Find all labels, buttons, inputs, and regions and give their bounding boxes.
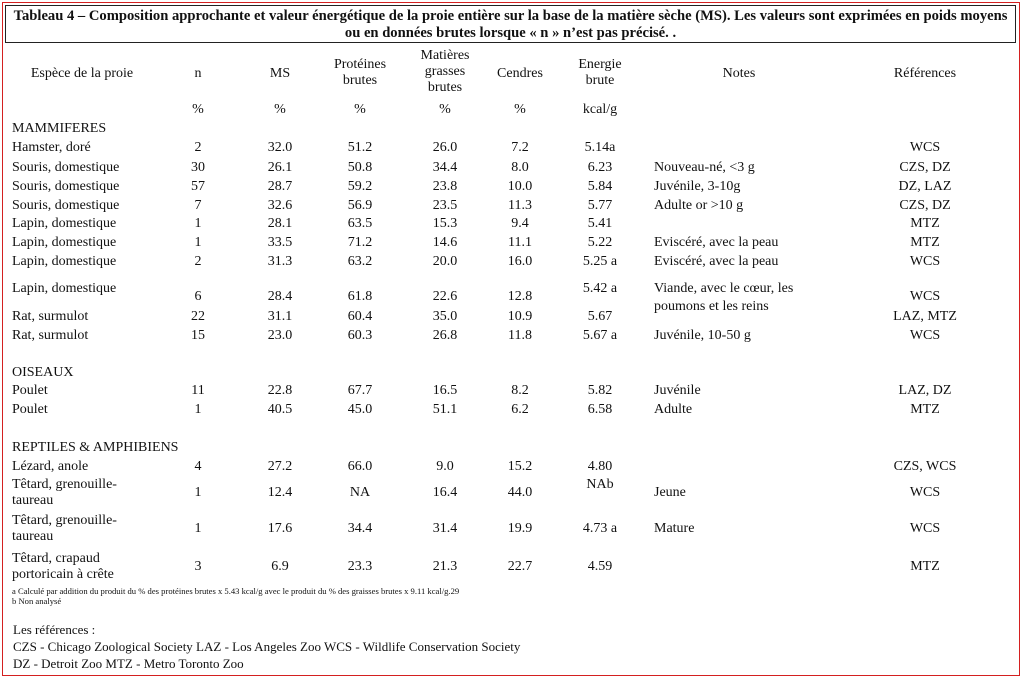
cell-species: Lapin, domestique (12, 235, 117, 250)
cell-ash: 16.0 (507, 254, 533, 269)
cell-fats: 31.4 (432, 521, 458, 536)
unit-n: % (192, 102, 204, 117)
unit-ms: % (274, 102, 286, 117)
cell-ash: 10.9 (507, 309, 533, 324)
cell-species: Souris, domestique (12, 198, 120, 213)
cell-species: Lapin, domestique (12, 281, 117, 296)
cell-n: 1 (194, 216, 202, 231)
header-fats: grasses (424, 64, 466, 79)
cell-n: 3 (194, 559, 202, 574)
cell-fats: 14.6 (432, 235, 458, 250)
cell-energy: 5.42 a (582, 281, 618, 296)
cell-species: Lapin, domestique (12, 254, 117, 269)
cell-references: MTZ (910, 216, 940, 231)
cell-notes: Juvénile (654, 383, 701, 398)
cell-n: 7 (194, 198, 202, 213)
unit-proteins: % (354, 102, 366, 117)
cell-proteins: 61.8 (347, 289, 373, 304)
cell-ms: 33.5 (267, 235, 293, 250)
cell-fats: 51.1 (432, 402, 458, 417)
cell-references: LAZ, DZ (898, 383, 952, 398)
cell-notes: Eviscéré, avec la peau (654, 235, 779, 250)
cell-proteins: 50.8 (347, 160, 373, 175)
cell-fats: 23.8 (432, 179, 458, 194)
section-title: OISEAUX (12, 365, 74, 380)
cell-proteins: 56.9 (347, 198, 373, 213)
header-energy: brute (585, 73, 615, 88)
cell-ms: 22.8 (267, 383, 293, 398)
cell-fats: 26.0 (432, 140, 458, 155)
cell-ash: 12.8 (507, 289, 533, 304)
cell-n: 1 (194, 402, 202, 417)
cell-energy: 5.67 a (582, 328, 618, 343)
cell-ash: 8.0 (511, 160, 529, 175)
cell-references: LAZ, MTZ (893, 309, 957, 324)
cell-ms: 32.0 (267, 140, 293, 155)
cell-species: Hamster, doré (12, 140, 91, 155)
cell-ash: 11.8 (508, 328, 532, 343)
cell-species: Rat, surmulot (12, 328, 89, 343)
cell-energy: 4.59 (587, 559, 613, 574)
header-n: n (194, 66, 202, 81)
cell-energy: 5.82 (587, 383, 613, 398)
cell-energy: NAb (586, 477, 614, 492)
unit-ash: % (514, 102, 526, 117)
cell-proteins: 67.7 (347, 383, 373, 398)
cell-proteins: 51.2 (347, 140, 373, 155)
cell-proteins: 66.0 (347, 459, 373, 474)
cell-notes: Juvénile, 3-10g (654, 179, 741, 194)
cell-species: taureau (12, 493, 54, 508)
references-legend: CZS - Chicago Zoological Society LAZ - Los Angeles Zoo WCS - Wildlife Conservation Society (13, 639, 521, 654)
cell-ash: 15.2 (507, 459, 533, 474)
cell-species: Souris, domestique (12, 160, 120, 175)
cell-ms: 28.1 (267, 216, 293, 231)
cell-n: 2 (194, 254, 202, 269)
cell-species: Rat, surmulot (12, 309, 89, 324)
cell-fats: 15.3 (432, 216, 458, 231)
unit-fats: % (439, 102, 451, 117)
cell-species: Souris, domestique (12, 179, 120, 194)
cell-n: 6 (194, 289, 202, 304)
cell-notes: Juvénile, 10-50 g (654, 328, 751, 343)
cell-energy: 6.23 (587, 160, 613, 175)
cell-energy: 5.14a (584, 140, 616, 155)
header-fats: brutes (427, 80, 463, 95)
cell-fats: 16.5 (432, 383, 458, 398)
cell-fats: 20.0 (432, 254, 458, 269)
cell-ash: 11.3 (508, 198, 532, 213)
section-title: REPTILES & AMPHIBIENS (12, 440, 179, 455)
cell-energy: 5.67 (587, 309, 613, 324)
cell-ms: 26.1 (267, 160, 293, 175)
cell-ash: 6.2 (511, 402, 529, 417)
cell-n: 57 (191, 179, 205, 194)
cell-references: WCS (909, 521, 941, 536)
cell-energy: 4.80 (587, 459, 613, 474)
header-species: Espèce de la proie (30, 66, 134, 81)
cell-n: 2 (194, 140, 202, 155)
table-caption (5, 5, 1016, 43)
cell-species: Poulet (12, 383, 48, 398)
cell-species: Lézard, anole (12, 459, 89, 474)
cell-n: 30 (191, 160, 205, 175)
cell-fats: 34.4 (432, 160, 458, 175)
cell-energy: 6.58 (587, 402, 613, 417)
cell-references: WCS (909, 485, 941, 500)
cell-ash: 9.4 (511, 216, 529, 231)
cell-notes: Jeune (654, 485, 686, 500)
cell-ash: 10.0 (507, 179, 533, 194)
cell-notes: Adulte (654, 402, 693, 417)
cell-n: 4 (194, 459, 202, 474)
header-fats: Matières (420, 48, 470, 63)
footnote: a Calculé par addition du produit du % des protéines brutes x 5.43 kcal/g avec le produit du % des graisses brutes x 9.11 kcal/g.29 (12, 586, 460, 596)
cell-ms: 28.4 (267, 289, 293, 304)
cell-n: 1 (194, 521, 202, 536)
cell-fats: 35.0 (432, 309, 458, 324)
cell-ash: 11.1 (508, 235, 532, 250)
cell-energy: 4.73 a (582, 521, 618, 536)
header-energy: Energie (578, 57, 622, 72)
cell-species: Têtard, crapaud (12, 551, 100, 566)
cell-proteins: 59.2 (347, 179, 373, 194)
caption-text: Tableau 4 – Composition approchante et valeur énergétique de la proie entière sur la base de la matière sèche (MS). Les valeurs sont exprimées en poids moyens ou en données brutes lorsque « n » n’est pas précisé. . (13, 8, 1008, 41)
cell-ms: 40.5 (267, 402, 293, 417)
cell-ash: 8.2 (511, 383, 529, 398)
cell-n: 15 (191, 328, 205, 343)
cell-proteins: 45.0 (347, 402, 373, 417)
cell-energy: 5.77 (587, 198, 613, 213)
cell-n: 1 (194, 235, 202, 250)
cell-n: 22 (191, 309, 205, 324)
cell-proteins: 71.2 (347, 235, 373, 250)
cell-energy: 5.41 (587, 216, 613, 231)
cell-notes: Nouveau-né, <3 g (654, 160, 755, 175)
cell-ash: 19.9 (507, 521, 533, 536)
cell-species: taureau (12, 529, 54, 544)
cell-references: CZS, WCS (893, 459, 957, 474)
references-legend: DZ - Detroit Zoo MTZ - Metro Toronto Zoo (13, 656, 244, 671)
cell-energy: 5.22 (587, 235, 613, 250)
cell-references: MTZ (910, 559, 940, 574)
cell-ash: 44.0 (507, 485, 533, 500)
cell-references: DZ, LAZ (898, 179, 952, 194)
footnote: b Non analysé (12, 596, 62, 606)
cell-ms: 27.2 (267, 459, 293, 474)
cell-species: portoricain à crête (12, 567, 114, 582)
header-ms: MS (269, 66, 291, 81)
cell-proteins: 34.4 (347, 521, 373, 536)
cell-references: CZS, DZ (899, 198, 951, 213)
cell-proteins: 23.3 (347, 559, 373, 574)
header-proteins: Protéines (333, 57, 387, 72)
header-references: Références (893, 66, 957, 81)
cell-ms: 28.7 (267, 179, 293, 194)
references-legend: Les références : (13, 622, 96, 637)
cell-species: Têtard, grenouille- (12, 513, 117, 528)
cell-proteins: NA (349, 485, 371, 500)
cell-ms: 23.0 (267, 328, 293, 343)
cell-ash: 22.7 (507, 559, 533, 574)
cell-fats: 26.8 (432, 328, 458, 343)
cell-energy: 5.84 (587, 179, 613, 194)
cell-fats: 22.6 (432, 289, 458, 304)
cell-species: Lapin, domestique (12, 216, 117, 231)
cell-ms: 12.4 (267, 485, 293, 500)
header-ash: Cendres (497, 66, 543, 81)
cell-fats: 9.0 (436, 459, 454, 474)
header-notes: Notes (722, 66, 756, 81)
header-proteins: brutes (342, 73, 378, 88)
cell-notes: Viande, avec le cœur, les (654, 281, 794, 296)
section-title: MAMMIFERES (12, 121, 107, 136)
cell-references: CZS, DZ (899, 160, 951, 175)
cell-ms: 31.1 (267, 309, 293, 324)
cell-notes: Mature (654, 521, 695, 536)
cell-fats: 16.4 (432, 485, 458, 500)
cell-references: WCS (909, 140, 941, 155)
cell-notes: poumons et les reins (654, 299, 769, 314)
cell-species: Poulet (12, 402, 48, 417)
cell-ms: 6.9 (271, 559, 289, 574)
cell-references: MTZ (910, 235, 940, 250)
cell-ms: 31.3 (267, 254, 293, 269)
cell-notes: Adulte or >10 g (654, 198, 744, 213)
cell-references: WCS (909, 328, 941, 343)
cell-ms: 32.6 (267, 198, 293, 213)
cell-notes: Eviscéré, avec la peau (654, 254, 779, 269)
cell-fats: 23.5 (432, 198, 458, 213)
cell-proteins: 60.3 (347, 328, 373, 343)
cell-ms: 17.6 (267, 521, 293, 536)
cell-proteins: 63.5 (347, 216, 373, 231)
cell-ash: 7.2 (511, 140, 529, 155)
cell-energy: 5.25 a (582, 254, 618, 269)
cell-n: 11 (191, 383, 205, 398)
cell-references: MTZ (910, 402, 940, 417)
cell-references: WCS (909, 254, 941, 269)
cell-proteins: 60.4 (347, 309, 373, 324)
cell-fats: 21.3 (432, 559, 458, 574)
unit-energy: kcal/g (582, 102, 618, 117)
cell-n: 1 (194, 485, 202, 500)
cell-references: WCS (909, 289, 941, 304)
cell-proteins: 63.2 (347, 254, 373, 269)
cell-species: Têtard, grenouille- (12, 477, 117, 492)
